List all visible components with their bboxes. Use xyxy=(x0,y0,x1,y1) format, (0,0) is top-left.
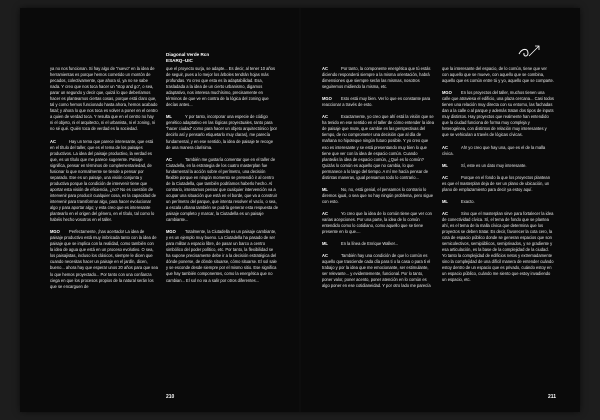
column-3 xyxy=(322,66,434,295)
paragraph-text: En los proyectos del taller, muchos tienen una calle que atraviesa el edificio, una plaza cercana... Casi todos tienen una relación muy directa con su entorno, las fachadas dan a la calle o al parque y además tratan dos tipos de inputs muy distintos. Hay proyectos que realmente han entendido que la ciudad funciona de forma muy compleja y heterogénea, con distintos de relación muy interesantes y que se vehiculan a través de lógicas cívicas. xyxy=(442,90,554,138)
dialogue-paragraph xyxy=(442,211,554,284)
paragraph-text: Yo creo que la idea de lo común tiene que ver con varias acepciones. Por una parte, la idea de lo común entendido como lo cotidiano, como aquello que se tiene presente en lo que.... xyxy=(322,210,432,235)
paragraph-text: Y por tanto, incorporar una especie de código genético adaptativo en las lógicas proyectuales, tanto para “hacer ciudad” como para hacer un objeto arquitectónico (por decirlo así y pensarlo etiquetarlo muy claras), me parecía fundamental, y en ese sentido, la idea de paisaje te recoge de una manera clarísima. xyxy=(166,114,278,150)
paragraph-text: Perfectamente, ¡has acertado! La idea de paisaje productivo está muy imbricada tanto con la idea de paisaje que se implica con la realidad, como también con la idea de agua que está en un proceso evolutivo. O sea, los paisajistas, incluso los clásicos, siempre le dicen que cuando necesitas hacer un paisaje en el jardín, dicen, bueno... ahora hay que esperar unos 20 años para que sea lo que hemos proyectado... Por tanto con una confianza ciega en que los procesos propios de la natural serán los que se encarguen de xyxy=(50,229,158,289)
dialogue-paragraph xyxy=(50,139,158,224)
left-page xyxy=(20,8,300,412)
speaker-initials: ML xyxy=(442,198,448,204)
dialogue-paragraph xyxy=(322,114,434,181)
dialogue-paragraph xyxy=(166,229,278,283)
column-4 xyxy=(442,66,554,289)
speaker-initials: AC xyxy=(166,156,172,162)
paragraph-text: Esto está muy bien. Ver lo que es constante para reaccionar a través de esto. xyxy=(322,96,431,108)
dialogue-paragraph xyxy=(166,157,278,224)
dialogue-paragraph xyxy=(322,66,434,90)
paragraph-text: Porque en el fondo la que los proyectos plantean es que el masterplan deja de ser un plano de ubicación, un plano de emplazamiento para decir ya estoy aquí. xyxy=(442,174,550,192)
arrow-swirl-mark-icon xyxy=(516,44,542,62)
column-2 xyxy=(166,66,278,290)
speaker-initials: AC xyxy=(442,210,448,216)
dialogue-paragraph xyxy=(322,187,434,205)
header-line-2: ESARQ–UIC xyxy=(166,58,193,63)
speaker-initials: MGO xyxy=(322,96,332,102)
dialogue-paragraph xyxy=(322,241,434,247)
header-line-1: Diagonal Verde Rcn xyxy=(166,52,210,57)
speaker-initials: AC xyxy=(442,174,448,180)
dialogue-paragraph xyxy=(442,145,554,157)
paragraph-text: En la línea de Enrique Walker... xyxy=(341,241,399,247)
speaker-initials: MGO xyxy=(166,229,176,235)
book-spread xyxy=(20,8,580,412)
page-number-left: 210 xyxy=(166,394,175,400)
dialogue-paragraph xyxy=(50,66,158,133)
paragraph-text: Exactamente, yo creo que ahí está la visión que se ha tenido en ese sentido en el taller de cómo entender la idea de paisaje que mute, que cambie en las perspectivas del tiempo, de no comprometer una decisión que al día de mañana no hipoteque ningún futuro posible. Y yo creo que eso es interesante y se está presentando muy bien lo que tiene que ver con la idea de espacio común. Cuando planteáis la idea de espacio común, ¿Qué es lo común? Quizás lo común es aquello que no cambia, lo que permanece a lo largo del tiempo. A mí me hacía pensar de distintas maneras, igual pensamos todo lo contrario... xyxy=(322,114,434,180)
dialogue-paragraph xyxy=(442,66,554,84)
speaker-initials: ML xyxy=(322,241,328,247)
dialogue-paragraph xyxy=(442,90,554,138)
dialogue-paragraph xyxy=(322,253,434,289)
speaker-initials: ML xyxy=(442,162,448,168)
page-number-right: 211 xyxy=(548,394,557,400)
speaker-initials: AC xyxy=(322,114,328,120)
paragraph-text: También hay una condición de que lo común es aquello que trasciende cada día para ti o la casa o para ti el trabajo y por la idea que me emocionante, ser estimulante, ser relevante... y evidentemente, funcional. Por lo tanto, poner valor, poner acento, poner atención en lo común es algo poner en ese cotidianeidad. Y por otro lado me parecía xyxy=(322,253,431,289)
paragraph-text: Exacto. xyxy=(461,198,475,204)
speaker-initials: ML xyxy=(322,186,328,192)
paragraph-text: Ah! yo creo que hay una, que es el de la malla cívica. xyxy=(442,144,546,156)
paragraph-text: ya no nos funcionan. Si hay algo de “nuevo” en la idea de herramientas es porque hemos cometido un montón de pecados, colectivamente, que ahora sí, ya no se sabe nada. Y creo que nos toca hacer un “stop and go”, o sea, parar un segundo y decir que, quizá lo que deberíamos hacer es plantearnos ciertas cosas, porque está claro que, tal y como hemos funcionado hasta ahora, hemos acabado fatal; y ahora lo que nos toca es volver a poner en el centro a quien de verdad toca. Y resulta que en el centro no hay ni el objeto, ni el arquitecto, ni el urbanista, ni el zoning, ni no sé qué. Quién toca de verdad es la sociedad. xyxy=(50,66,158,132)
paragraph-text: También me gustaría comentar que en el taller de Ciutadella, en la estrategia de los cuatro masterplan fue fundamental la acción sobre el perímetro, una decisión flexible porque en ningún momento se pretendió ir al centro de la Ciutadella, que también podríamos haberlo hecho. Al contrario, intentamos pensar que cualquier intervención va a ocupar una situación que está en el borde, que va a construir un perímetro del parque, que intenta resolver el vacío, o sea, a escala urbana también se podría generar esta respuesta de paisaje completo y marcar, la Ciutadella es un paisaje cambiante... xyxy=(166,156,278,223)
dialogue-paragraph xyxy=(166,66,278,108)
paragraph-text: Totalmente, la Ciutadella es un paisaje cambiante, y es un ejemplo muy bueno. La Ciutadella ha pasado de ser para militar a espacio libre, de pasar un barco a centro simbólico del poder político, etc. Por tanto, la flexibilidad se ha supone precisamente debe ir a la decisión estratégica del dónde ponerse, de dónde situarse, cómo situarse. El sol sale y se esconde desde siempre por el mismo sitio. Ese significa que hay también componentes, como la energética que no cambian... El sol no va a salir por otros diferentes... xyxy=(166,229,277,283)
dialogue-paragraph xyxy=(50,229,158,289)
dialogue-paragraph xyxy=(442,175,554,193)
dialogue-paragraph xyxy=(442,163,554,169)
dialogue-paragraph xyxy=(166,114,278,150)
speaker-initials: MGO xyxy=(50,229,60,235)
speaker-initials: ML xyxy=(166,114,172,120)
paragraph-text: que el proyecto surja, se adapte... Es decir, al tener 10 años de seguir, pues a lo mejor los árboles tendrán hojas más profundas. Yo creo que esta es la adaptabilidad. Esa, trasladada a la idea de un cierto urbanismo, digamos adaptativo, nos interesa muchísimo, precisamente en términos de que ve en contra de la lógica del zoning que decías antes... xyxy=(166,66,276,108)
speaker-initials: AC xyxy=(442,144,448,150)
paragraph-text: Por tanto, la componente energética que tú estás diciendo responderá siempre a la misma orientación, habrá dimensiones que siempre serán las mismas, nosotros seguiremos midiendo la misma, etc. xyxy=(322,66,431,90)
speaker-initials: AC xyxy=(322,210,328,216)
right-page xyxy=(300,8,580,412)
paragraph-text: Sino que el masterplan sirve para fortalecer la idea de conectividad cívica. Sí, el tema de fondo que se plantea ahí, es el tema de la malla cívica que determina que los proyectos se deben tratar. Es decir, favorecer la cota cero, la cota de espacio público donde se generan espacios que son semicolectivos, semipúblicos, semiprivados, y se gradiente y esa articulación, es la base de la complejidad de la ciudad. Yo tanto la complejidad de edificios netos y extremadamente sino la complejidad de una difícil manera de entender cuándo estoy dentro de un espacio que es privado, cuándo estoy en un espacio público, cuándo me siento que estoy invadiendo un espacio, etc. xyxy=(442,210,554,283)
speaker-initials: AC xyxy=(50,138,56,144)
dialogue-paragraph xyxy=(322,96,434,108)
speaker-initials: AC xyxy=(322,253,328,259)
column-1 xyxy=(50,66,158,296)
dialogue-paragraph xyxy=(442,199,554,205)
running-header xyxy=(166,52,209,64)
paragraph-text: que la interesante del espacio, de lo común, tiene que ver con aquello que se mueve, con aquello que se combina, aquello que es común entre tú y yo, aquello que se comparte. xyxy=(442,66,554,84)
speaker-initials: AC xyxy=(322,66,328,71)
paragraph-text: Sí, este es un dato muy interesante. xyxy=(461,162,527,168)
dialogue-paragraph xyxy=(322,211,434,235)
paragraph-text: No, no, está genial, el pensamos lo contrario lo diremos igual, o sea que no hay ningún problema, pero sigue con esto. xyxy=(322,186,434,204)
speaker-initials: MGO xyxy=(442,90,452,96)
paragraph-text: Hay un tema que parece interesante, que está en el título del taller, que es el tema de los paisajes productivos. La idea del paisaje productivo, la verdad es que, es un título que me parece sugerente. Paisaje significa, pensar en términos de complementariedad, de fusionar lo que normalmente se tiende a pensar por separado. Ese es un paisaje, una visión conjunta y productiva porque la condición de intervenir tiene que aportar esta visión de eficiencia, ¿no? No es cuestión de intervenir para producir cualquier cosa, es la capacidad de intervenir para transformar algo, para hacer evolucionar algo y para aportar algo; y esta creo que es interesante plantearlo en el origen del género, en el título, tal como lo habéis hecho vosotros en el taller. xyxy=(50,138,157,223)
